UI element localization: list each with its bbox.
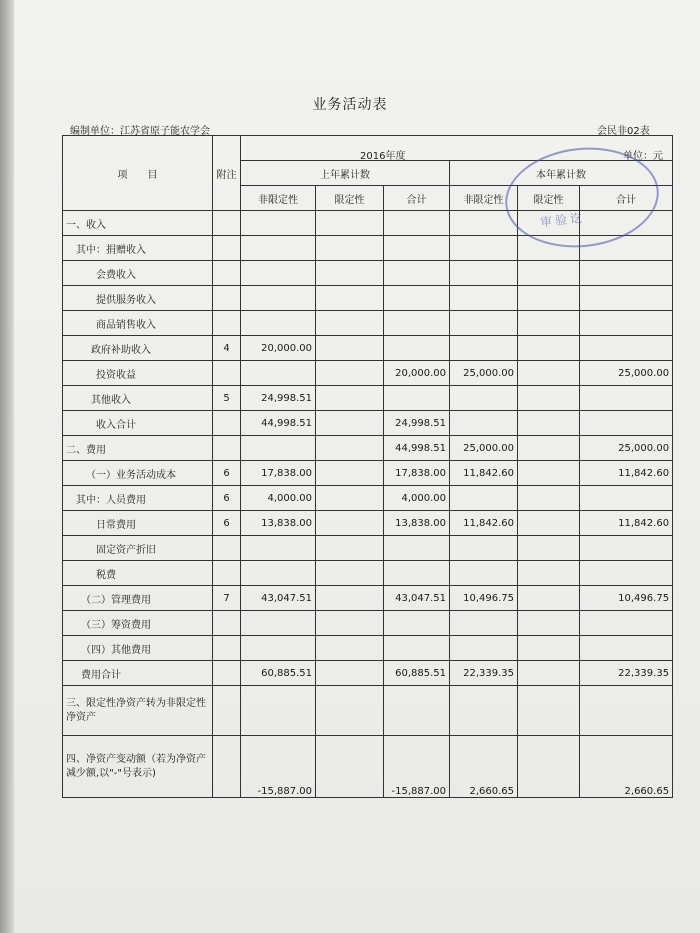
form-code: 会民非02表 (597, 126, 650, 137)
row-ly-unrestricted (241, 536, 316, 561)
row-ty-total (580, 261, 673, 286)
row-ly-total: 24,998.51 (384, 411, 450, 436)
row-note (213, 211, 241, 236)
row-item-label: 税费 (63, 561, 213, 586)
row-ty-restricted (518, 411, 580, 436)
table-row (63, 361, 673, 386)
row-item-label: 会费收入 (63, 261, 213, 286)
row-ly-unrestricted: 4,000.00 (241, 486, 316, 511)
row-ty-restricted (518, 261, 580, 286)
row-note: 5 (213, 386, 241, 411)
row-ly-restricted (316, 311, 384, 336)
row-ty-restricted (518, 636, 580, 661)
row-ly-total (384, 236, 450, 261)
unit-label: 编制单位：江苏省原子能农学会 (70, 126, 210, 137)
row-ly-restricted (316, 586, 384, 611)
row-note: 7 (213, 586, 241, 611)
row-ty-restricted (518, 286, 580, 311)
row-ty-unrestricted (450, 286, 518, 311)
row-ly-total: -15,887.00 (384, 736, 450, 798)
row-ly-unrestricted (241, 611, 316, 636)
header-last-year: 上年累计数 (241, 161, 450, 186)
table-row (63, 586, 673, 611)
row-ty-unrestricted (450, 411, 518, 436)
table-row (63, 261, 673, 286)
row-ty-total (580, 561, 673, 586)
row-ly-total: 60,885.51 (384, 661, 450, 686)
row-item-label: 一、收入 (63, 211, 213, 236)
row-ty-unrestricted (450, 611, 518, 636)
row-ly-restricted (316, 736, 384, 798)
row-note (213, 686, 241, 736)
row-ly-restricted (316, 286, 384, 311)
row-note (213, 361, 241, 386)
row-ly-total: 17,838.00 (384, 461, 450, 486)
row-ly-total: 13,838.00 (384, 511, 450, 536)
table-row (63, 436, 673, 461)
row-ty-total (580, 336, 673, 361)
row-ty-unrestricted (450, 561, 518, 586)
row-ty-unrestricted (450, 236, 518, 261)
table-row (63, 336, 673, 361)
row-ly-unrestricted (241, 261, 316, 286)
header-ly-total: 合计 (384, 186, 450, 211)
row-ly-restricted (316, 211, 384, 236)
row-ly-restricted (316, 511, 384, 536)
row-ty-total (580, 486, 673, 511)
header-ty-restricted: 限定性 (518, 186, 580, 211)
row-ty-total (580, 311, 673, 336)
header-ty-unrestricted: 非限定性 (450, 186, 518, 211)
row-item-label: （一）业务活动成本 (63, 461, 213, 486)
row-ty-restricted (518, 511, 580, 536)
row-item-label: 固定资产折旧 (63, 536, 213, 561)
row-ly-unrestricted (241, 236, 316, 261)
row-ly-unrestricted (241, 561, 316, 586)
row-ly-restricted (316, 536, 384, 561)
header-note: 附注 (213, 136, 241, 211)
row-item-label: 其他收入 (63, 386, 213, 411)
row-ty-unrestricted (450, 636, 518, 661)
table-row (63, 486, 673, 511)
row-note (213, 561, 241, 586)
table-row (63, 461, 673, 486)
row-ty-restricted (518, 536, 580, 561)
row-item-label: 二、费用 (63, 436, 213, 461)
row-ly-unrestricted (241, 436, 316, 461)
row-ly-restricted (316, 686, 384, 736)
row-ty-unrestricted (450, 686, 518, 736)
row-item-label: 投资收益 (63, 361, 213, 386)
row-note: 6 (213, 511, 241, 536)
row-ty-unrestricted (450, 336, 518, 361)
row-ty-unrestricted (450, 386, 518, 411)
row-ty-unrestricted: 25,000.00 (450, 361, 518, 386)
row-note: 4 (213, 336, 241, 361)
row-ly-unrestricted: -15,887.00 (241, 736, 316, 798)
row-ty-unrestricted: 10,496.75 (450, 586, 518, 611)
row-ty-total (580, 386, 673, 411)
row-ty-total: 10,496.75 (580, 586, 673, 611)
row-ly-total (384, 386, 450, 411)
row-item-label: 其中：捐赠收入 (63, 236, 213, 261)
row-ty-restricted (518, 486, 580, 511)
page-shadow (0, 0, 14, 933)
table-row (63, 286, 673, 311)
row-ty-total: 25,000.00 (580, 436, 673, 461)
row-ly-total (384, 561, 450, 586)
row-ty-restricted (518, 461, 580, 486)
row-ty-unrestricted (450, 261, 518, 286)
row-ly-restricted (316, 361, 384, 386)
row-ly-total (384, 611, 450, 636)
row-ty-restricted (518, 436, 580, 461)
row-item-label: 四、净资产变动额（若为净资产减少额,以"-"号表示) (63, 736, 213, 798)
row-note (213, 661, 241, 686)
row-ty-restricted (518, 661, 580, 686)
row-item-label: （四）其他费用 (63, 636, 213, 661)
row-note (213, 536, 241, 561)
row-note (213, 261, 241, 286)
row-ly-total (384, 261, 450, 286)
row-ty-total: 25,000.00 (580, 361, 673, 386)
row-ly-unrestricted (241, 211, 316, 236)
row-ty-unrestricted: 22,339.35 (450, 661, 518, 686)
row-ly-restricted (316, 486, 384, 511)
row-ly-total: 44,998.51 (384, 436, 450, 461)
row-ly-unrestricted (241, 361, 316, 386)
table-row (63, 736, 673, 798)
row-ty-restricted (518, 586, 580, 611)
row-note: 6 (213, 486, 241, 511)
row-ty-restricted (518, 336, 580, 361)
row-ty-total (580, 611, 673, 636)
row-ty-unrestricted: 25,000.00 (450, 436, 518, 461)
row-ly-unrestricted: 60,885.51 (241, 661, 316, 686)
table-row (63, 611, 673, 636)
row-note (213, 636, 241, 661)
row-note (213, 286, 241, 311)
row-item-label: （三）筹资费用 (63, 611, 213, 636)
row-note (213, 236, 241, 261)
row-ty-unrestricted (450, 486, 518, 511)
row-ly-total (384, 686, 450, 736)
table-row (63, 686, 673, 736)
row-ty-unrestricted: 11,842.60 (450, 461, 518, 486)
table-row (63, 561, 673, 586)
table-row (63, 311, 673, 336)
row-ty-restricted (518, 311, 580, 336)
row-ty-restricted (518, 386, 580, 411)
row-note (213, 436, 241, 461)
row-ly-total (384, 211, 450, 236)
header-this-year: 本年累计数 (450, 161, 673, 186)
row-ly-restricted (316, 261, 384, 286)
audit-stamp-text: 审验讫 (539, 210, 586, 230)
row-ty-unrestricted (450, 536, 518, 561)
table-row (63, 536, 673, 561)
row-ly-restricted (316, 411, 384, 436)
document-title: 业务活动表 (312, 97, 388, 113)
row-ly-total (384, 336, 450, 361)
row-ly-unrestricted (241, 686, 316, 736)
row-item-label: 费用合计 (63, 661, 213, 686)
row-ty-total: 22,339.35 (580, 661, 673, 686)
row-note (213, 736, 241, 798)
row-item-label: 日常费用 (63, 511, 213, 536)
row-ly-restricted (316, 661, 384, 686)
row-ly-unrestricted: 24,998.51 (241, 386, 316, 411)
row-ty-restricted (518, 361, 580, 386)
row-ly-restricted (316, 436, 384, 461)
table-row (63, 661, 673, 686)
row-ty-total (580, 286, 673, 311)
row-ly-total (384, 311, 450, 336)
row-ly-unrestricted: 20,000.00 (241, 336, 316, 361)
row-ly-unrestricted: 13,838.00 (241, 511, 316, 536)
row-ly-unrestricted (241, 311, 316, 336)
row-item-label: （二）管理费用 (63, 586, 213, 611)
row-ty-total (580, 411, 673, 436)
row-ly-unrestricted (241, 286, 316, 311)
row-ly-unrestricted: 17,838.00 (241, 461, 316, 486)
row-ty-unrestricted: 11,842.60 (450, 511, 518, 536)
row-item-label: 三、限定性净资产转为非限定性净资产 (63, 686, 213, 736)
row-item-label: 政府补助收入 (63, 336, 213, 361)
row-ly-restricted (316, 386, 384, 411)
row-ly-unrestricted: 44,998.51 (241, 411, 316, 436)
row-item-label: 其中：人员费用 (63, 486, 213, 511)
row-ly-restricted (316, 461, 384, 486)
header-ty-total: 合计 (580, 186, 673, 211)
row-ty-restricted (518, 736, 580, 798)
header-item: 项 目 (63, 136, 213, 211)
row-ly-restricted (316, 336, 384, 361)
row-note (213, 611, 241, 636)
row-note (213, 311, 241, 336)
row-ty-total: 2,660.65 (580, 736, 673, 798)
row-ly-restricted (316, 611, 384, 636)
row-ty-unrestricted (450, 311, 518, 336)
report-year: 2016年度 (360, 151, 406, 162)
table-row (63, 511, 673, 536)
row-ly-total (384, 636, 450, 661)
header-ly-unrestricted: 非限定性 (241, 186, 316, 211)
row-note: 6 (213, 461, 241, 486)
row-ly-total: 43,047.51 (384, 586, 450, 611)
row-ly-total (384, 536, 450, 561)
row-item-label: 商品销售收入 (63, 311, 213, 336)
row-ly-restricted (316, 561, 384, 586)
row-ty-restricted (518, 686, 580, 736)
row-ly-restricted (316, 236, 384, 261)
currency-unit: 单位：元 (623, 151, 663, 162)
row-ly-total: 4,000.00 (384, 486, 450, 511)
row-ty-total: 11,842.60 (580, 461, 673, 486)
row-ty-total: 11,842.60 (580, 511, 673, 536)
row-ty-total (580, 536, 673, 561)
row-ly-unrestricted (241, 636, 316, 661)
row-item-label: 收入合计 (63, 411, 213, 436)
row-note (213, 411, 241, 436)
row-ly-total (384, 286, 450, 311)
row-ty-restricted (518, 611, 580, 636)
row-ty-restricted (518, 561, 580, 586)
row-ty-total (580, 686, 673, 736)
row-ly-unrestricted: 43,047.51 (241, 586, 316, 611)
table-row (63, 636, 673, 661)
row-item-label: 提供服务收入 (63, 286, 213, 311)
row-ly-restricted (316, 636, 384, 661)
header-ly-restricted: 限定性 (316, 186, 384, 211)
row-ty-unrestricted: 2,660.65 (450, 736, 518, 798)
table-row (63, 411, 673, 436)
row-ty-total (580, 636, 673, 661)
table-row (63, 386, 673, 411)
row-ly-total: 20,000.00 (384, 361, 450, 386)
